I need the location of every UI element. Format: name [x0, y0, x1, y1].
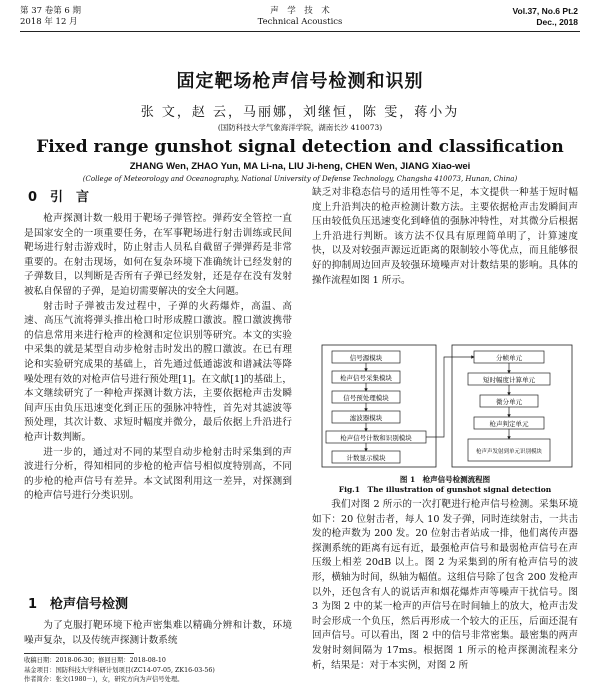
flow-box-label: 微分单元: [496, 398, 522, 406]
flow-box: [332, 371, 400, 383]
paragraph: 缺乏对非稳态信号的适用性等不足，本文提供一种基于短时幅度上升沿判决的枪声检测计数方法。主要依据枪声击发瞬间声压由较低负压迅速变化到峰值的强脉冲特性，对其微分后根据上升沿进行判断。该方法不仅具有原理简单明了，计算速度快，以及对较强声源远近距离的限制较小等优点，而且能够很好的抑制周边回声及较强环境噪声对计数结果的影响。具体的操作流程如图 1 所示。: [312, 187, 578, 286]
header-divider: [20, 31, 580, 32]
footnote-divider: [24, 653, 134, 654]
left-column: [24, 212, 292, 504]
paper-title-cn: 固定靶场枪声信号检测和识别: [176, 71, 424, 92]
flow-box-label: 枪声声发射到单元识别模块: [475, 449, 543, 455]
journal-name-en: Technical Acoustics: [257, 17, 343, 27]
paragraph: 进一步的，通过对不同的某型自动步枪射击时采集到的声波进行分析，得知相同的步枪的枪声信号相似度特别高，不同的步枪的枪声信号有差异。本文试图利用这一差异，对探测到的枪声信号进行分类识别。: [24, 446, 292, 502]
flow-box: [332, 391, 400, 403]
flow-box: [480, 395, 538, 407]
header-volume: 第 37 卷第 6 期: [20, 6, 82, 16]
affiliation-en: (College of Meteorology and Oceanography, National University of Defense Technology, Changsha 410073, Hunan, China): [82, 175, 518, 183]
journal-volume-en: [512, 6, 578, 28]
right-column-bottom: [312, 498, 578, 673]
paragraph: 枪声探测计数一般用于靶场子弹管控。弹药安全管控一直是国家安全的一项重要任务，在军事靶场进行射击训练或民间靶场进行射击游戏时，防止射击人员私自截留子弹弹药是非常重要的。在射击现场，如何在复杂环境下准确统计已经发射的子弹数目，以判断是否所有子弹已经发射，还是存在没有发射被私自保留的子弹，是迫切需要解决的安全大问题。: [24, 213, 292, 297]
authors-en: ZHANG Wen, ZHAO Yun, MA Li-na, LIU Ji-heng, CHEN Wen, JIANG Xiao-wei: [129, 161, 471, 172]
paragraph: 射击时子弹被击发过程中，子弹的火药爆炸，高温、高速、高压气流将弹头推出枪口时形成膛口激波。膛口激波携带的信息常用来进行枪声的检测和定位识别等研究。本文的实验中采集的就是某型自动步枪射击时发出的膛口激波。在已有理论和实验研究成果的基础上，首先通过低通滤波和谱减法等降噪处理有效的对枪声信号进行预处理[1]。在文献[1]的基础上，本文继续研究了一种枪声探测计数方法，主要依据枪声击发瞬间声压由负压迅速变化到正压的强脉冲特性，首先对其滤波等预处理，其次计数、求短时幅度并微分，最后依据上升沿进行枪声计数判断。: [24, 300, 292, 443]
header-date-en: Dec., 2018: [536, 17, 578, 27]
journal-name-cn: 声 学 技 术: [270, 6, 330, 16]
flow-box: [474, 417, 544, 429]
flow-box-label: 信号源模块: [349, 354, 383, 362]
right-column-top: [312, 186, 578, 288]
flow-box: [332, 451, 400, 463]
journal-name: [0, 6, 600, 28]
affiliation-cn: (国防科技大学气象海洋学院，湖南长沙 410073): [217, 123, 383, 132]
section-0-title: 0 引 言: [28, 190, 90, 205]
flow-box-label: 枪声信号计数和识别模块: [340, 434, 412, 442]
flow-box-label: 滤波器模块: [349, 414, 383, 422]
flow-box: [468, 439, 550, 461]
footnote-funding: 基金项目：国防科技大学科研计划项目(ZC14-07-05, ZK16-03-56): [24, 666, 215, 674]
paragraph: 为了克服打靶环境下枪声密集难以精确分辨和计数，环境噪声复杂，以及传统声探测计数系统: [24, 620, 292, 646]
authors-cn: 张 文，赵 云，马丽娜，刘继恒，陈 雯，蒋小为: [140, 105, 460, 120]
flow-box-label: 短时幅度计算单元: [483, 376, 535, 384]
paragraph: 我们对图 2 所示的一次打靶进行枪声信号检测。采集环境如下：20 位射击者，每人 10 发子弹，同时连续射击，一共击发的枪声数为 200 发。20 位射击者站成一排，他们离传声器探测系统的距离有远有近，最强枪声信号和最弱枪声信号在声压级上相差 20dB 以上。图 2 为采集到的所有枪声信号的波形，横轴为时间，纵轴为幅值。这组信号除了包含 200 发枪声以外，还包含有人的说话声和烟花爆炸声等噪声干扰信号。图 3 为图 2 中的某一枪声的声信号在时间轴上的放大，枪声击发时会形成一个负压，然后再形成一个较大的正压，后面还混有回声信号。可以看出，图 2 中的信号非常密集。最密集的两声发射时刻间隔为 17ms。根据图 1 所示的枪声探测流程来分析，结果是：对于本实例，对图 2 所: [312, 499, 578, 671]
header-volume-en: Vol.37, No.6 Pt.2: [512, 6, 578, 16]
paper-title-en: Fixed range gunshot signal detection and classification: [36, 137, 564, 157]
figure-1-caption-cn: 图 1 枪声信号检测流程图: [399, 475, 491, 484]
flow-box-label: 计数显示模块: [346, 454, 386, 462]
footnote-author: 作者简介：张文(1980－)，女，研究方向为声信号处理。: [24, 676, 184, 683]
figure-1-caption-en: Fig.1 The illustration of gunshot signal detection: [338, 485, 552, 494]
flow-box: [332, 411, 400, 423]
header-date-cn: 2018 年 12 月: [20, 17, 78, 27]
flow-connector: [426, 357, 474, 437]
flow-box-label: 枪声判定单元: [489, 420, 529, 428]
flow-box-label: 信号预处理模块: [343, 394, 389, 402]
figure-1-flowchart: [318, 343, 578, 471]
footnote: [24, 656, 294, 685]
flow-box: [468, 373, 550, 385]
left-column-sec1: [24, 619, 292, 648]
flow-box-label: 枪声信号采集模块: [340, 374, 392, 382]
section-1-title: 1 枪声信号检测: [28, 597, 129, 612]
flow-box: [332, 351, 400, 363]
flow-box: [326, 431, 426, 443]
flow-box: [474, 351, 544, 363]
flow-box-label: 分帧单元: [496, 354, 522, 362]
footnote-dates: 收稿日期：2018-06-30；修回日期：2018-08-10: [24, 657, 166, 664]
